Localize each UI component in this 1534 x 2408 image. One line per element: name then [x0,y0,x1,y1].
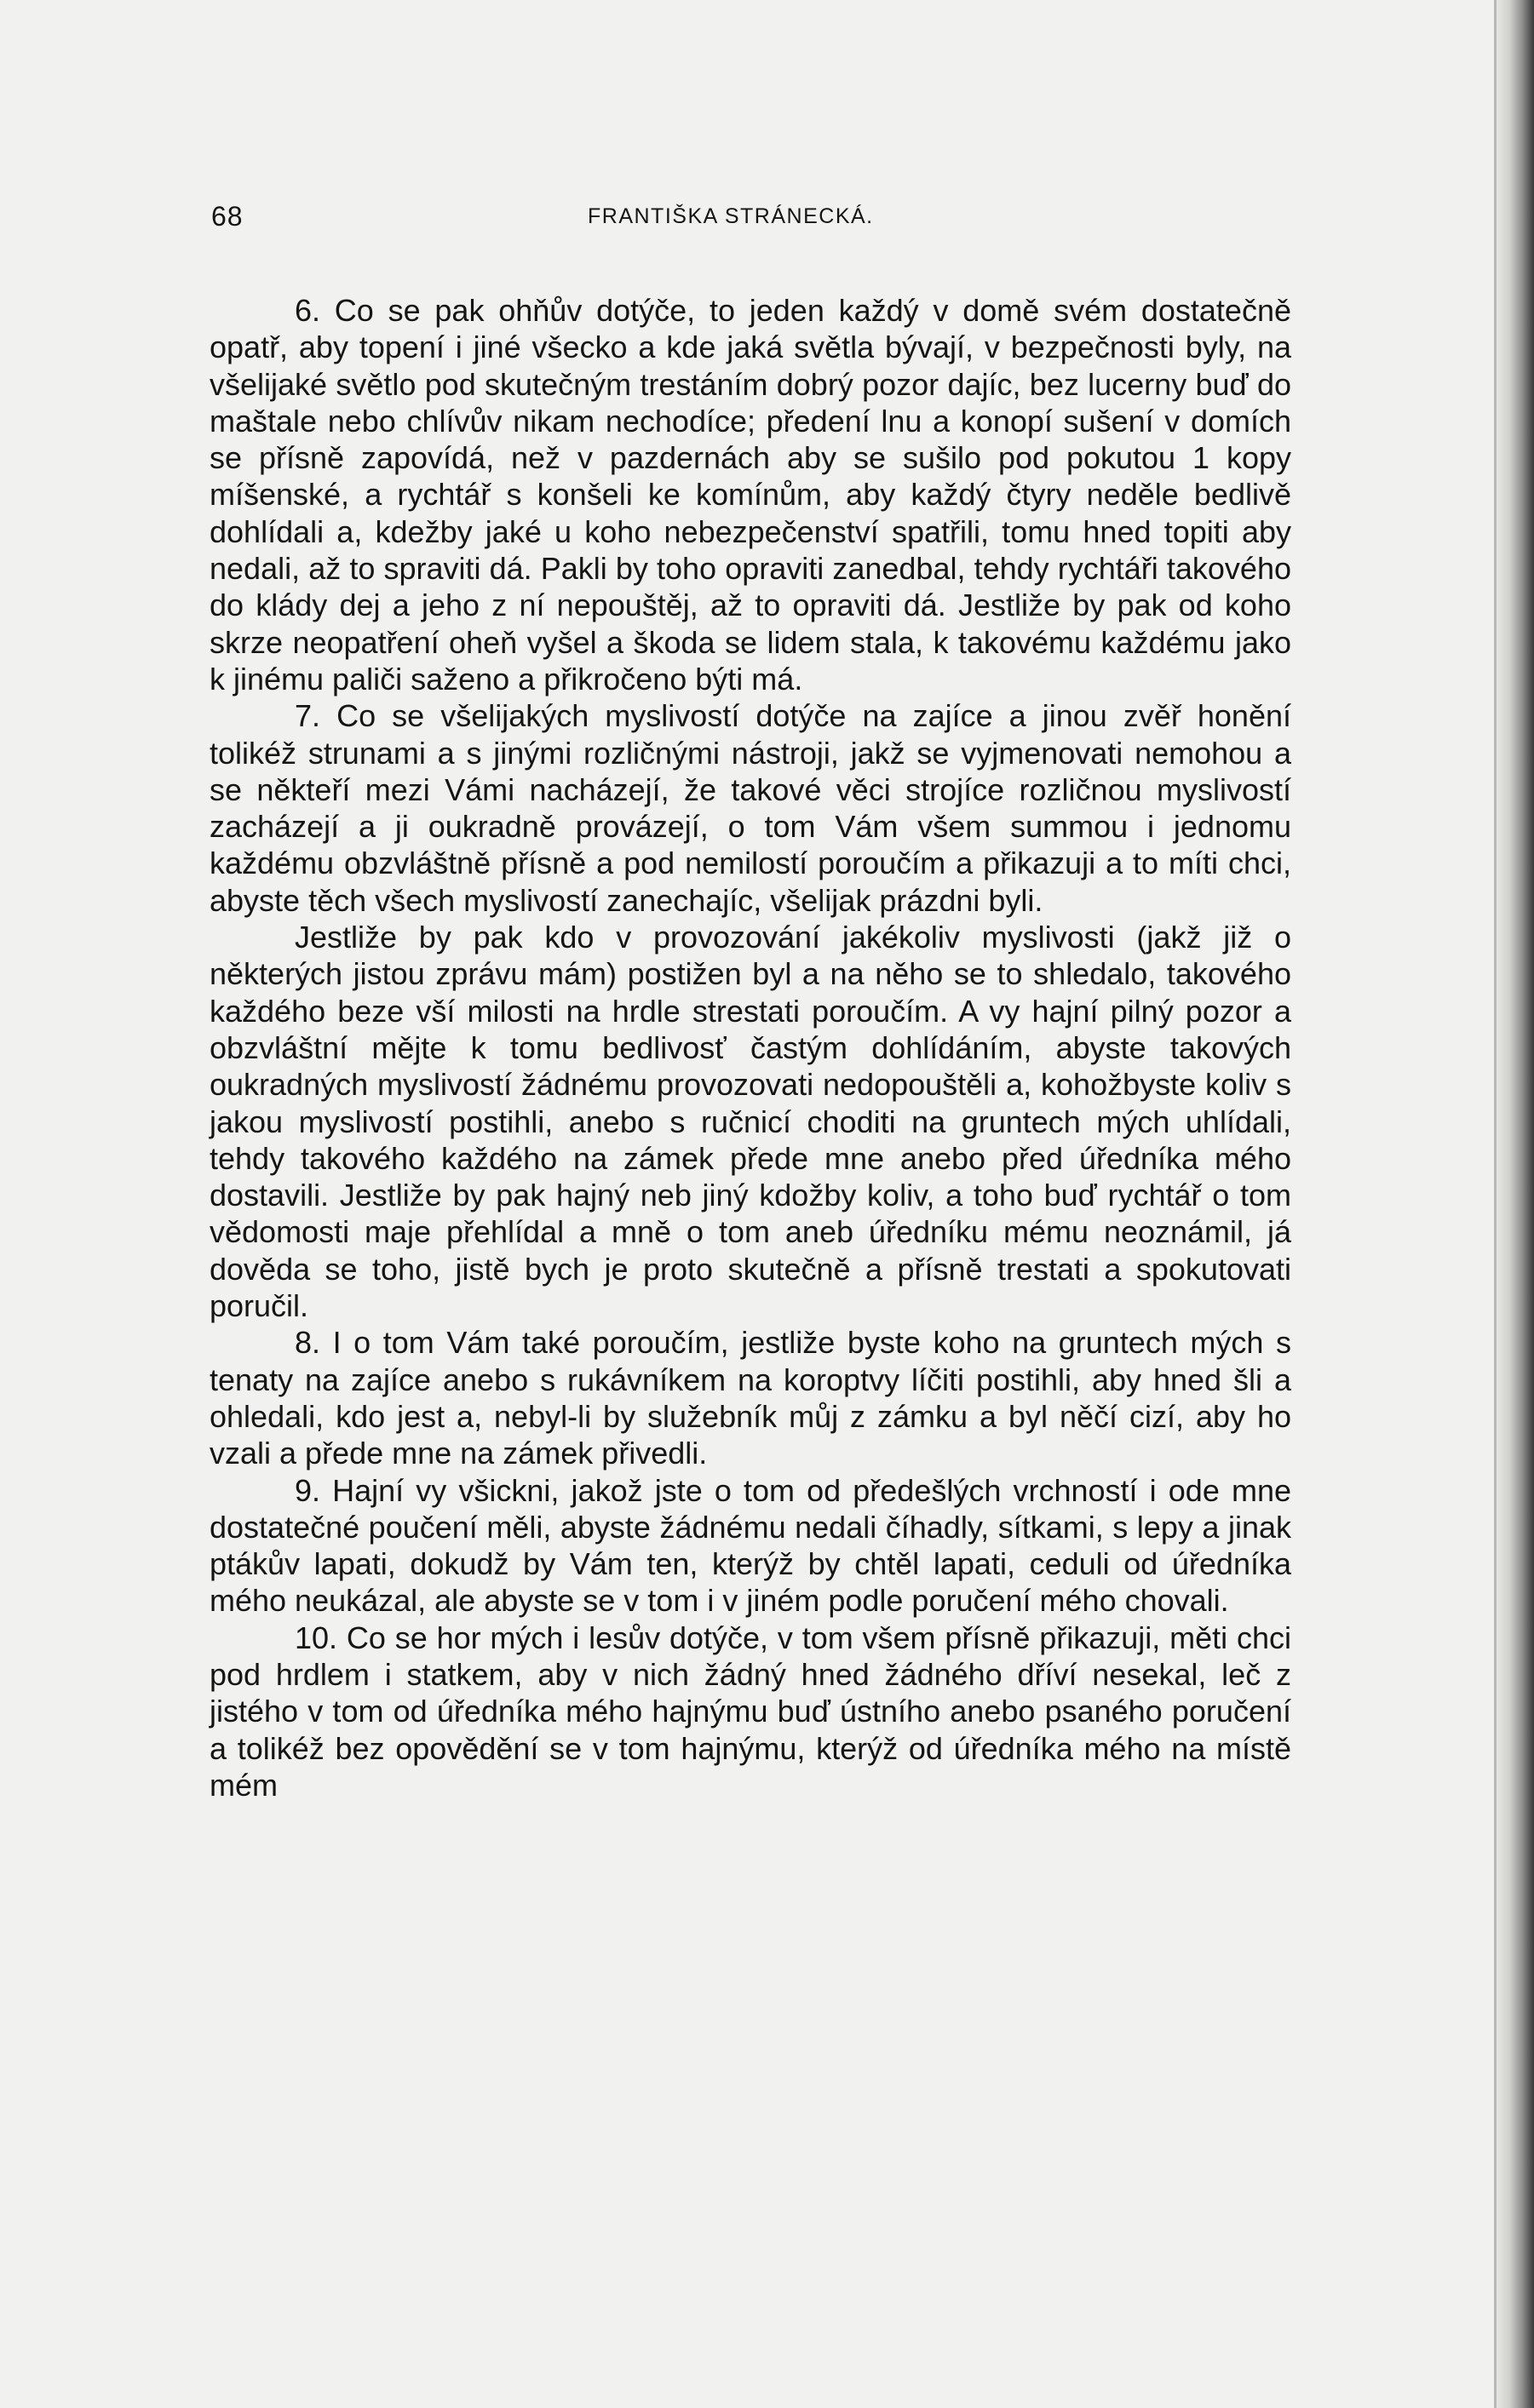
paragraph-7: 7. Co se všelijakých myslivostí dotýče na zajíce a jinou zvěř honění tolikéž strunami a s jinými rozličnými nástroji, jakž se vyjmenovati nemohou a se někteří mezi Vámi nacházejí, že takové věci strojíce rozličnou myslivostí zacházejí a ji oukradně provázejí, o tom Vám všem summou i jednomu každému obzvláštně přísně a pod nemilostí poroučím a přikazuji a to míti chci, abyste těch všech myslivostí zanechajíc, všelijak prázdni byli. [210,698,1291,918]
running-head: FRANTIŠKA STRÁNECKÁ. [588,204,874,228]
paragraph-7-continued: Jestliže by pak kdo v provozování jakékoliv myslivosti (jakž již o některých jistou zprávu mám) postižen byl a na něho se to shledalo, takového každého beze vší milosti na hrdle strestati poroučím. A vy hajní pilný pozor a obzvláštní mějte k tomu bedlivosť častým dohlídáním, abyste takových oukradných myslivostí žádnému provozovati nedopouštěli a, kohožbyste koliv s jakou myslivostí postihli, anebo s ručnicí choditi na gruntech mých uhlídali, tehdy takového každého na zámek přede mne anebo před úředníka mého dostavili. Jestliže by pak hajný neb jiný kdožby koliv, a toho buď rychtář o tom vědomosti maje přehlídal a mně o tom aneb úředníku mému neoznámil, já dověda se toho, jistě bych je proto skutečně a přísně trestati a spokutovati poručil. [210,920,1291,1324]
page-number: 68 [211,201,244,232]
scan-page-edge [1497,0,1534,2408]
paragraph-6: 6. Co se pak ohňův dotýče, to jeden každý v domě svém dostatečně opatř, aby topení i jiné všecko a kde jaká světla bývají, v bezpečnosti byly, na všelijaké světlo pod skutečným trestáním dobrý pozor dajíc, bez lucerny buď do maštale nebo chlívův nikam nechodíce; předení lnu a konopí sušení v domích se přísně zapovídá, než v pazdernách aby se sušilo pod pokutou 1 kopy míšenské, a rychtář s konšeli ke komínům, aby každý čtyry neděle bedlivě dohlídali a, kdežby jaké u koho nebezpečenství spatřili, tomu hned topiti aby nedali, až to spraviti dá. Pakli by toho opraviti zanedbal, tehdy rychtáři takového do klády dej a jeho z ní nepouštěj, až to opraviti dá. Jestliže by pak od koho skrze neopatření oheň vyšel a škoda se lidem stala, k takovému každému jako k jinému paliči saženo a přikročeno býti má. [210,293,1291,697]
paragraph-9: 9. Hajní vy všickni, jakož jste o tom od předešlých vrchností i ode mne dostatečné poučení měli, abyste žádnému nedali číhadly, sítkami, s lepy a jinak ptákův lapati, dokudž by Vám ten, kterýž by chtěl lapati, ceduli od úředníka mého neukázal, ale abyste se v tom i v jiném podle poručení mého chovali. [210,1472,1291,1619]
paragraph-10: 10. Co se hor mých i lesův dotýče, v tom všem přísně přikazuji, měti chci pod hrdlem i statkem, aby v nich žádný hned žádného dříví nesekal, leč z jistého v tom od úředníka mého hajnýmu buď ústního anebo psaného poručení a tolikéž bez opovědění se v tom hajnýmu, kterýž od úředníka mého na místě mém [210,1620,1291,1803]
paragraph-8: 8. I o tom Vám také poroučím, jestliže byste koho na gruntech mých s tenaty na zajíce anebo s rukávníkem na koroptvy líčiti postihli, aby hned šli a ohledali, kdo jest a, nebyl-li by služebník můj z zámku a byl něčí cizí, aby ho vzali a přede mne na zámek přivedli. [210,1325,1291,1471]
body-text [210,292,1291,1803]
